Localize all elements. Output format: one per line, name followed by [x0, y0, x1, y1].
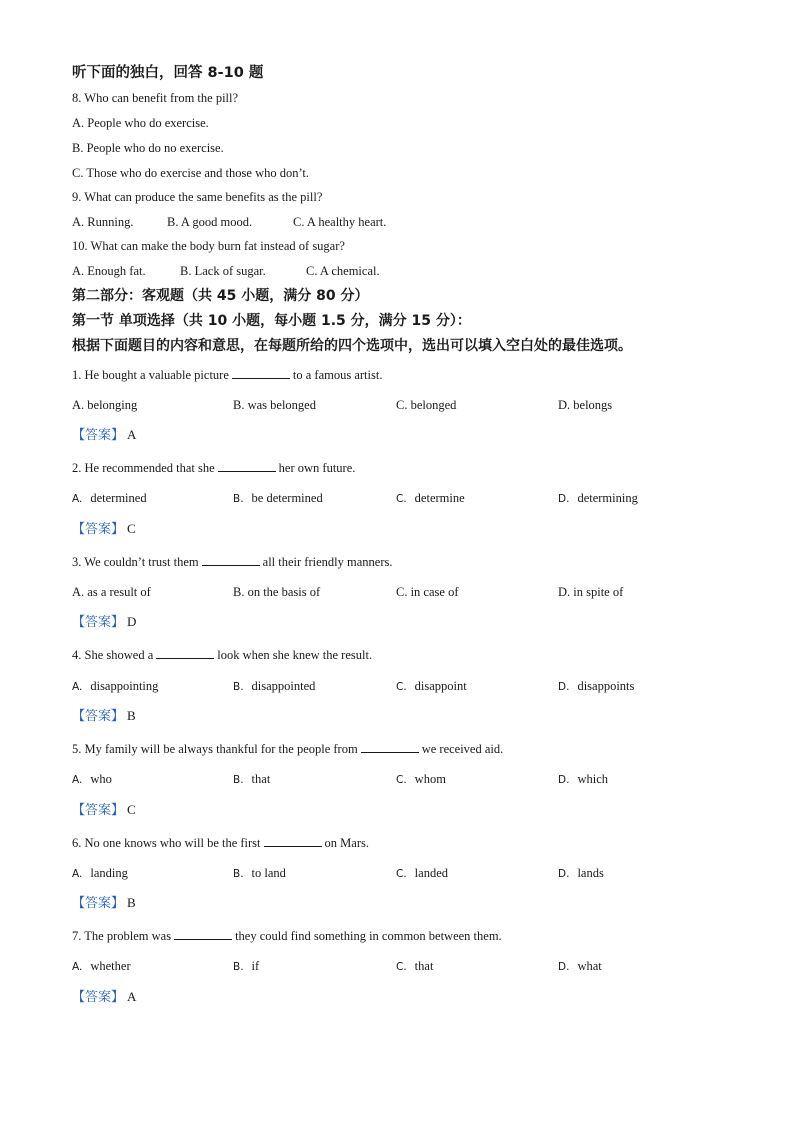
q5-option-b: B. that	[233, 772, 271, 786]
q4-option-b: B. disappointed	[233, 679, 316, 693]
q2-stem-post: her own future.	[278, 461, 356, 475]
q4-blank	[156, 646, 214, 659]
q5-option-a: A. who	[72, 772, 112, 786]
q8-stem: 8. Who can benefit from the pill?	[72, 91, 239, 105]
q6-stem: 6. No one knows who will be the first on Mars.	[72, 836, 369, 850]
q1-answer	[72, 427, 136, 444]
part2-section1-title: 第一节 单项选择（共 10 小题，每小题 1.5 分，满分 15 分）：	[72, 313, 471, 329]
q2-option-b: B. be determined	[233, 491, 323, 505]
q8-option-b: B. People who do no exercise.	[72, 141, 224, 155]
q2-blank	[218, 459, 276, 472]
q3-stem: 3. We couldn’t trust them all their friendly manners.	[72, 555, 393, 569]
q6-answer: 【答案】 B	[72, 895, 136, 911]
q7-option-d: D. what	[558, 959, 602, 973]
q1-stem	[72, 366, 382, 383]
part2-instruction: 根据下面题目的内容和意思，在每题所给的四个选项中，选出可以填入空白处的最佳选项。	[72, 338, 632, 354]
q4-option-a: A. disappointing	[72, 679, 159, 693]
q1-stem-post: to a famous artist.	[292, 368, 383, 382]
q7-option-b: B. if	[233, 959, 260, 973]
q2-stem	[72, 459, 355, 476]
q3-option-c: C. in case of	[396, 585, 459, 599]
q8-option-a: A. People who do exercise.	[72, 116, 209, 130]
q4-option-d: D. disappoints	[558, 679, 635, 693]
q9-option-b: B. A good mood.	[167, 215, 253, 229]
q2-answer: 【答案】 C	[72, 521, 136, 537]
q1-option-a: A. belonging	[72, 398, 138, 412]
q5-stem: 5. My family will be always thankful for the people from we received aid.	[72, 742, 504, 756]
part2-title: 第二部分：客观题（共 45 小题，满分 80 分）	[72, 288, 369, 304]
q6-blank	[264, 834, 322, 847]
q9-option-a: A. Running.	[72, 215, 134, 229]
q7-option-c: C. that	[396, 959, 434, 973]
q1-blank	[232, 366, 290, 379]
q2-option-c: C. determine	[396, 491, 465, 505]
q1-stem-pre: 1. He bought a valuable picture	[72, 368, 229, 382]
q10-stem: 10. What can make the body burn fat instead of sugar?	[72, 239, 345, 253]
q3-answer: 【答案】 D	[72, 614, 137, 630]
q2-option-a: A. determined	[72, 491, 147, 505]
q1-answer-value: A	[127, 427, 137, 442]
q7-option-a: A. whether	[72, 959, 131, 973]
q1-option-b: B. was belonged	[233, 398, 316, 412]
q3-option-b: B. on the basis of	[233, 585, 321, 599]
q6-option-c: C. landed	[396, 866, 448, 880]
q5-blank	[361, 740, 419, 753]
q9-option-c: C. A healthy heart.	[293, 215, 387, 229]
q5-option-d: D. which	[558, 772, 608, 786]
listening-section-title: 听下面的独白，回答 8-10 题	[72, 65, 264, 81]
q3-blank	[202, 553, 260, 566]
q8-option-c: C. Those who do exercise and those who don’t.	[72, 166, 309, 180]
q7-blank	[174, 927, 232, 940]
q1-option-d: D. belongs	[558, 398, 613, 412]
q6-option-a: A. landing	[72, 866, 128, 880]
q4-answer: 【答案】 B	[72, 708, 136, 724]
q6-option-b: B. to land	[233, 866, 286, 880]
q5-answer: 【答案】 C	[72, 802, 136, 818]
q2-stem-pre: 2. He recommended that she	[72, 461, 215, 475]
q10-option-c: C. A chemical.	[306, 264, 380, 278]
q6-option-d: D. lands	[558, 866, 604, 880]
q10-option-a: A. Enough fat.	[72, 264, 146, 278]
q4-option-c: C. disappoint	[396, 679, 467, 693]
answer-tag: 【答案】	[72, 428, 125, 443]
q10-option-b: B. Lack of sugar.	[180, 264, 266, 278]
q3-option-d: D. in spite of	[558, 585, 624, 599]
q1-option-c: C. belonged	[396, 398, 457, 412]
q7-answer: 【答案】 A	[72, 989, 137, 1005]
q3-option-a: A. as a result of	[72, 585, 151, 599]
q4-stem: 4. She showed a look when she knew the result.	[72, 648, 373, 662]
q9-stem: 9. What can produce the same benefits as the pill?	[72, 190, 323, 204]
q5-option-c: C. whom	[396, 772, 446, 786]
q2-option-d: D. determining	[558, 491, 638, 505]
q7-stem: 7. The problem was they could find something in common between them.	[72, 929, 502, 943]
